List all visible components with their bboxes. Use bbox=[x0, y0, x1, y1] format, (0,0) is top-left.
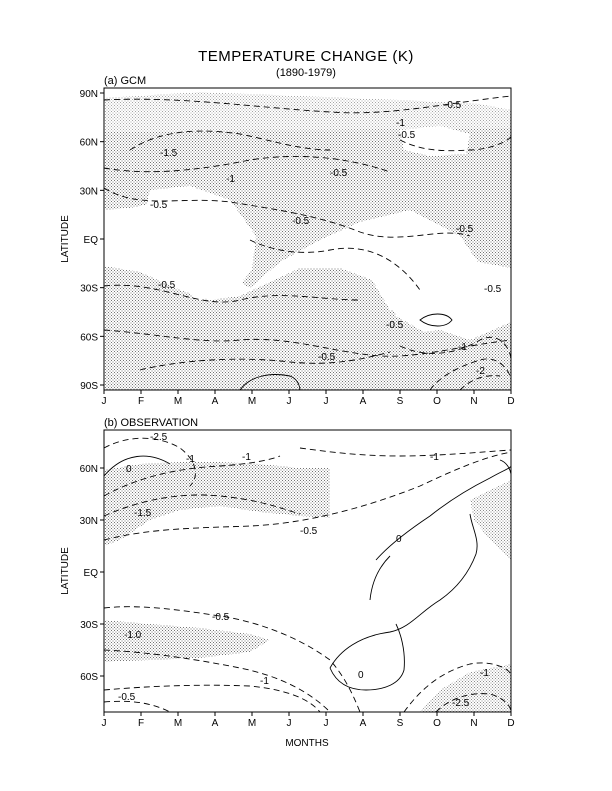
gcm-x-tick-label: M bbox=[173, 396, 183, 407]
obs-y-axis-label: LATITUDE bbox=[60, 547, 71, 595]
obs-x-tick-label: J bbox=[323, 718, 329, 729]
gcm-x-tick-label: A bbox=[359, 396, 367, 407]
panel-a-label: (a) GCM bbox=[104, 75, 147, 87]
gcm-x-tick-label: J bbox=[286, 396, 292, 407]
obs-label-12: -1 bbox=[260, 676, 269, 687]
gcm-y-tick-label: EQ bbox=[83, 235, 98, 246]
panel-b-plot bbox=[104, 438, 511, 712]
obs-x-tick-label: N bbox=[470, 718, 478, 729]
obs-x-tick-label: F bbox=[137, 718, 145, 729]
obs-x-tick-label: O bbox=[433, 718, 441, 729]
gcm-label-14: -1 bbox=[458, 342, 467, 353]
gcm-x-tick-label: M bbox=[247, 396, 257, 407]
panel-a-plot bbox=[104, 92, 511, 390]
gcm-label-12: -0.5 bbox=[484, 284, 502, 295]
gcm-x-tick-label: D bbox=[507, 396, 515, 407]
gcm-label-8: -0.5 bbox=[158, 280, 176, 291]
obs-contour-9 bbox=[330, 514, 477, 668]
gcm-label-7: -0.5 bbox=[456, 224, 474, 235]
obs-label-6: -1.5 bbox=[134, 508, 152, 519]
x-axis-label: MONTHS bbox=[285, 738, 329, 749]
gcm-label-2: -1.5 bbox=[160, 148, 178, 159]
gcm-x-tick-label: N bbox=[470, 396, 478, 407]
obs-label-9: -0.5 bbox=[212, 612, 230, 623]
obs-contour-6 bbox=[300, 448, 511, 456]
gcm-x-tick-label: A bbox=[211, 396, 219, 407]
obs-label-5: -1 bbox=[430, 452, 439, 463]
chart-title: TEMPERATURE CHANGE (K) bbox=[198, 48, 414, 65]
obs-x-tick-label: M bbox=[173, 718, 183, 729]
gcm-x-tick-label: F bbox=[137, 396, 145, 407]
obs-label-1: -2.5 bbox=[150, 432, 168, 443]
obs-label-2: 0 bbox=[126, 464, 132, 475]
gcm-x-tick-label: J bbox=[101, 396, 107, 407]
gcm-label-9: -1 bbox=[396, 118, 405, 129]
gcm-x-tick-label: O bbox=[433, 396, 441, 407]
gcm-x-tick-label: J bbox=[323, 396, 329, 407]
obs-y-tick-label: EQ bbox=[83, 568, 98, 579]
gcm-y-tick-label: 60S bbox=[80, 332, 98, 344]
gcm-y-ticks bbox=[80, 89, 104, 392]
obs-contour-13 bbox=[104, 685, 320, 712]
panel-b-label: (b) OBSERVATION bbox=[104, 417, 199, 429]
obs-x-tick-label: A bbox=[211, 718, 219, 729]
obs-y-tick-label: 30N bbox=[79, 516, 98, 527]
gcm-label-5: -0.5 bbox=[330, 168, 348, 179]
gcm-y-axis-label: LATITUDE bbox=[60, 215, 71, 263]
obs-label-13: -0.5 bbox=[118, 692, 136, 703]
obs-x-tick-label: M bbox=[247, 718, 257, 729]
gcm-label-11: -0.5 bbox=[318, 352, 336, 363]
obs-y-tick-label: 60N bbox=[79, 464, 98, 475]
obs-x-tick-label: A bbox=[359, 718, 367, 729]
obs-label-14: -1 bbox=[480, 668, 489, 679]
gcm-label-15: -2 bbox=[476, 366, 485, 377]
obs-label-7: -0.5 bbox=[300, 526, 318, 537]
obs-x-tick-label: S bbox=[396, 718, 404, 729]
obs-label-8: 0 bbox=[396, 534, 402, 545]
obs-shade-east bbox=[470, 480, 511, 560]
obs-x-tick-label: J bbox=[286, 718, 292, 729]
obs-y-ticks bbox=[80, 464, 104, 683]
obs-label-11: 0 bbox=[358, 670, 364, 681]
obs-x-ticks bbox=[102, 712, 515, 729]
obs-y-tick-label: 30S bbox=[80, 620, 98, 631]
gcm-label-4: -0.5 bbox=[150, 200, 168, 211]
obs-label-4: -1 bbox=[242, 452, 251, 463]
gcm-label-10: -0.5 bbox=[386, 320, 404, 331]
obs-shade-south bbox=[104, 620, 270, 662]
gcm-y-tick-label: 60N bbox=[79, 137, 98, 149]
chart-subtitle: (1890-1979) bbox=[276, 67, 336, 79]
obs-contour-10 bbox=[330, 624, 404, 690]
obs-y-tick-label: 60S bbox=[80, 672, 98, 683]
gcm-x-ticks bbox=[102, 390, 515, 407]
gcm-shade-top bbox=[104, 92, 511, 132]
gcm-label-1: -0.5 bbox=[444, 100, 462, 111]
gcm-y-tick-label: 30N bbox=[79, 186, 98, 198]
gcm-y-tick-label: 90N bbox=[79, 89, 98, 100]
gcm-label-13: -0.5 bbox=[398, 130, 416, 141]
gcm-label-6: -0.5 bbox=[292, 216, 310, 227]
obs-x-tick-label: J bbox=[101, 718, 107, 729]
gcm-x-tick-label: S bbox=[396, 396, 404, 407]
obs-label-15: -2.5 bbox=[452, 698, 470, 709]
obs-label-3: -1 bbox=[186, 454, 195, 465]
obs-contour-8 bbox=[370, 556, 390, 600]
obs-label-10: -1.0 bbox=[124, 630, 142, 641]
gcm-y-tick-label: 30S bbox=[80, 283, 98, 295]
gcm-y-tick-label: 90S bbox=[80, 381, 98, 392]
obs-x-tick-label: D bbox=[507, 718, 515, 729]
gcm-label-3: -1 bbox=[226, 174, 235, 185]
obs-contour-14 bbox=[104, 701, 170, 712]
